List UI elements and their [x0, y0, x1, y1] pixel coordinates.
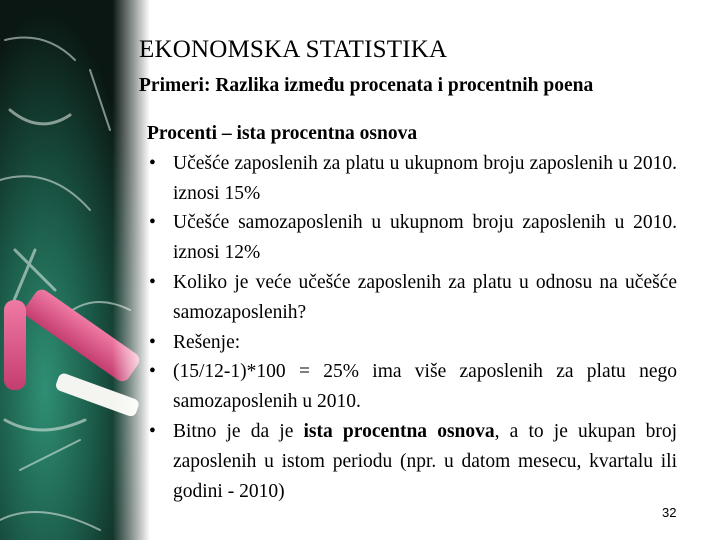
slide-title: EKONOMSKA STATISTIKA [139, 36, 448, 63]
chalkboard-illustration [0, 0, 150, 540]
list-item [147, 149, 677, 209]
slide-subtitle: Primeri: Razlika između procenata i procentnih poena [139, 75, 594, 96]
chalkboard-image [0, 0, 150, 540]
bullet-text-before: Bitno je da je [173, 420, 304, 442]
bullet-marker: • [149, 361, 156, 383]
list-item [147, 417, 677, 506]
bullet-text-bold: ista procentna osnova [303, 420, 495, 442]
list-item [147, 268, 677, 328]
bullet-list [147, 149, 677, 507]
slide-content [147, 119, 677, 506]
list-item [147, 357, 677, 417]
bullet-marker: • [149, 420, 156, 442]
bullet-text: Rešenje: [173, 331, 241, 353]
section-heading: Procenti – ista procentna osnova [147, 123, 418, 144]
bullet-marker: • [149, 331, 156, 353]
bullet-marker: • [149, 212, 156, 234]
bullet-text: Učešće samozaposlenih u ukupnom broju zaposlenih u 2010. iznosi 12% [173, 212, 677, 264]
bullet-text: Koliko je veće učešće zaposlenih za platu u odnosu na učešće samozaposlenih? [173, 271, 677, 323]
bullet-text: (15/12-1)*100 = 25% ima više zaposlenih za platu nego samozaposlenih u 2010. [173, 361, 677, 413]
bullet-marker: • [149, 152, 156, 174]
bullet-text-after: , a to je ukupan broj zaposlenih u istom periodu (npr. u datom mesecu, kvartalu ili godini - 2010) [173, 420, 678, 502]
list-item [147, 328, 677, 358]
bullet-text: Učešće zaposlenih za platu u ukupnom broju zaposlenih u 2010. iznosi 15% [173, 152, 677, 204]
page-number: 32 [662, 505, 677, 520]
bullet-marker: • [149, 271, 156, 293]
list-item [147, 208, 677, 268]
